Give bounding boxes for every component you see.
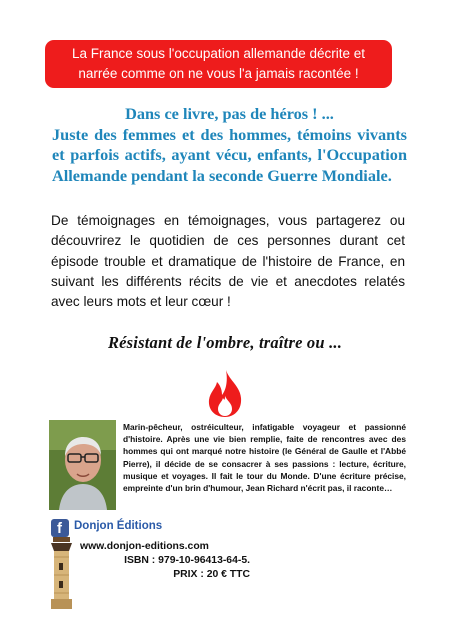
publisher-name: Donjon Éditions xyxy=(74,520,163,532)
facebook-icon: f xyxy=(51,519,69,537)
donjon-tower-logo xyxy=(49,537,74,609)
intro-paragraph xyxy=(52,104,407,186)
body-paragraph: De témoignages en témoignages, vous partagerez ou découvrirez le quotidien de ces personnes durant cet épisode trouble et dramatique de l'histoire de France, en suivant les différents récits de vie et anecdotes relatés avec leurs mots et leur cœur ! xyxy=(51,213,405,310)
headline-text xyxy=(72,44,365,84)
intro-rest: Juste des femmes et des hommes, témoins vivants et parfois actifs, ayant vécu, enfants, l'Occupation Allemande pendant la seconde Guerre Mondiale. xyxy=(52,124,407,185)
flame-icon xyxy=(200,368,250,418)
website-link[interactable]: www.donjon-editions.com xyxy=(80,541,209,552)
author-bio: Marin-pêcheur, ostréiculteur, infatigable voyageur et passionné d'histoire. Après une vie bien remplie, faite de rencontres avec des hommes qui ont marqué notre histoire (le Général de Gaulle et l'Abbé Pierre), il décide de se consacrer à ses passions : lecture, écriture, musique et voyages. Il fait le tour du Monde. D'une écriture précise, empreinte d'un brin d'humour, Jean Richard n'écrit pas, il raconte… xyxy=(123,422,406,494)
headline-line-1: La France sous l'occupation allemande décrite et xyxy=(72,46,365,61)
price: PRIX : 20 € TTC xyxy=(173,569,250,581)
isbn: ISBN : 979-10-96413-64-5. xyxy=(124,555,250,567)
tagline: Résistant de l'ombre, traître ou ... xyxy=(107,333,343,352)
publisher-info xyxy=(80,540,250,583)
intro-first-line: Dans ce livre, pas de héros ! ... xyxy=(125,104,334,123)
headline-banner xyxy=(45,40,392,88)
headline-line-2: narrée comme on ne vous l'a jamais racontée ! xyxy=(78,66,359,81)
author-photo xyxy=(49,420,116,510)
